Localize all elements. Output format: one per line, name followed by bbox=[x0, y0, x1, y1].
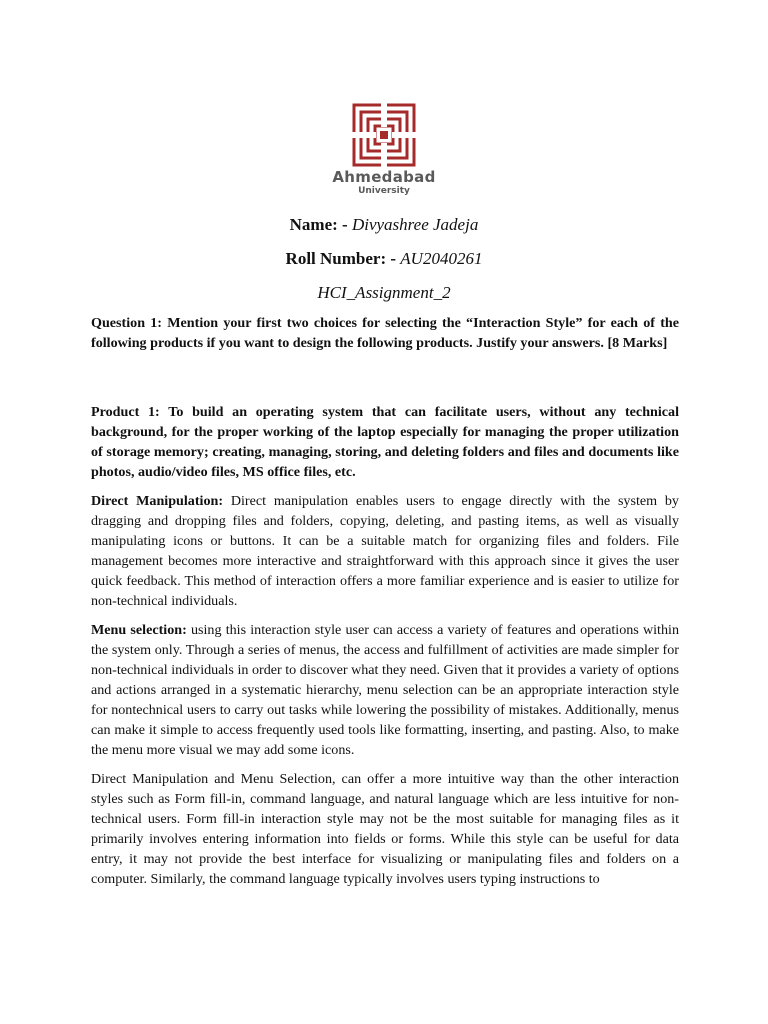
product-description: Product 1: To build an operating system that can facilitate users, without any technical background, for the proper working of the laptop especially for managing the proper utilization of storage memory; creating, managing, storing, and deleting folders and files and documents like photos, audio/video files, MS office files, etc. bbox=[91, 404, 679, 480]
university-subtitle: University bbox=[358, 186, 410, 196]
student-name-line bbox=[0, 215, 768, 235]
assignment-title: HCI_Assignment_2 bbox=[317, 283, 451, 302]
document-body bbox=[91, 313, 679, 889]
menu-selection-paragraph bbox=[91, 620, 679, 760]
ahmedabad-university-logo bbox=[352, 103, 416, 167]
direct-manipulation-text: Direct manipulation enables users to engage directly with the system by dragging and dropping files and folders, copying, deleting, and pasting items, as well as visually manipulating icons or buttons. It can be a suitable match for organizing files and folders. File management becomes more interactive and straightforward with this approach since it gives the user quick feedback. This method of interaction offers a more familiar experience and is easier to utilize for non-technical individuals. bbox=[91, 493, 679, 609]
name-value: Divyashree Jadeja bbox=[351, 215, 479, 234]
question-text: Question 1: Mention your first two choices for selecting the “Interaction Style” for each of the following products if you want to design the following products. Justify your answers. [8 Marks] bbox=[91, 315, 679, 351]
direct-manipulation-paragraph bbox=[91, 491, 679, 611]
direct-manipulation-term: Direct Manipulation: bbox=[91, 493, 224, 509]
menu-selection-text: using this interaction style user can access a variety of features and operations within the system only. Through a series of menus, the access and fulfillment of activities are made simpler for non-technical individuals in order to discover what they need. Given that it provides a variety of options and actions arranged in a systematic hierarchy, menu selection can be an appropriate interaction style for nontechnical users to carry out tasks while lowering the possibility of mistakes. Additionally, menus can make it simple to access frequently used tools like formatting, inserting, and pasting. Also, to make the menu more visual we may add some icons. bbox=[91, 622, 679, 758]
name-label: Name: - bbox=[289, 215, 348, 234]
roll-label: Roll Number: - bbox=[285, 249, 397, 268]
roll-value: AU2040261 bbox=[400, 249, 483, 268]
university-name: Ahmedabad bbox=[332, 168, 436, 186]
menu-selection-term: Menu selection: bbox=[91, 622, 187, 638]
roll-number-line bbox=[0, 249, 768, 269]
comparison-paragraph: Direct Manipulation and Menu Selection, can offer a more intuitive way than the other interaction styles such as Form fill-in, command language, and natural language which are less intuitive for non-technical users. Form fill-in interaction style may not be the most suitable for managing files as it primarily involves entering information into fields or forms. While this style can be useful for data entry, it may not provide the best interface for visualizing or manipulating files and folders on a computer. Similarly, the command language typically involves users typing instructions to bbox=[91, 771, 679, 887]
